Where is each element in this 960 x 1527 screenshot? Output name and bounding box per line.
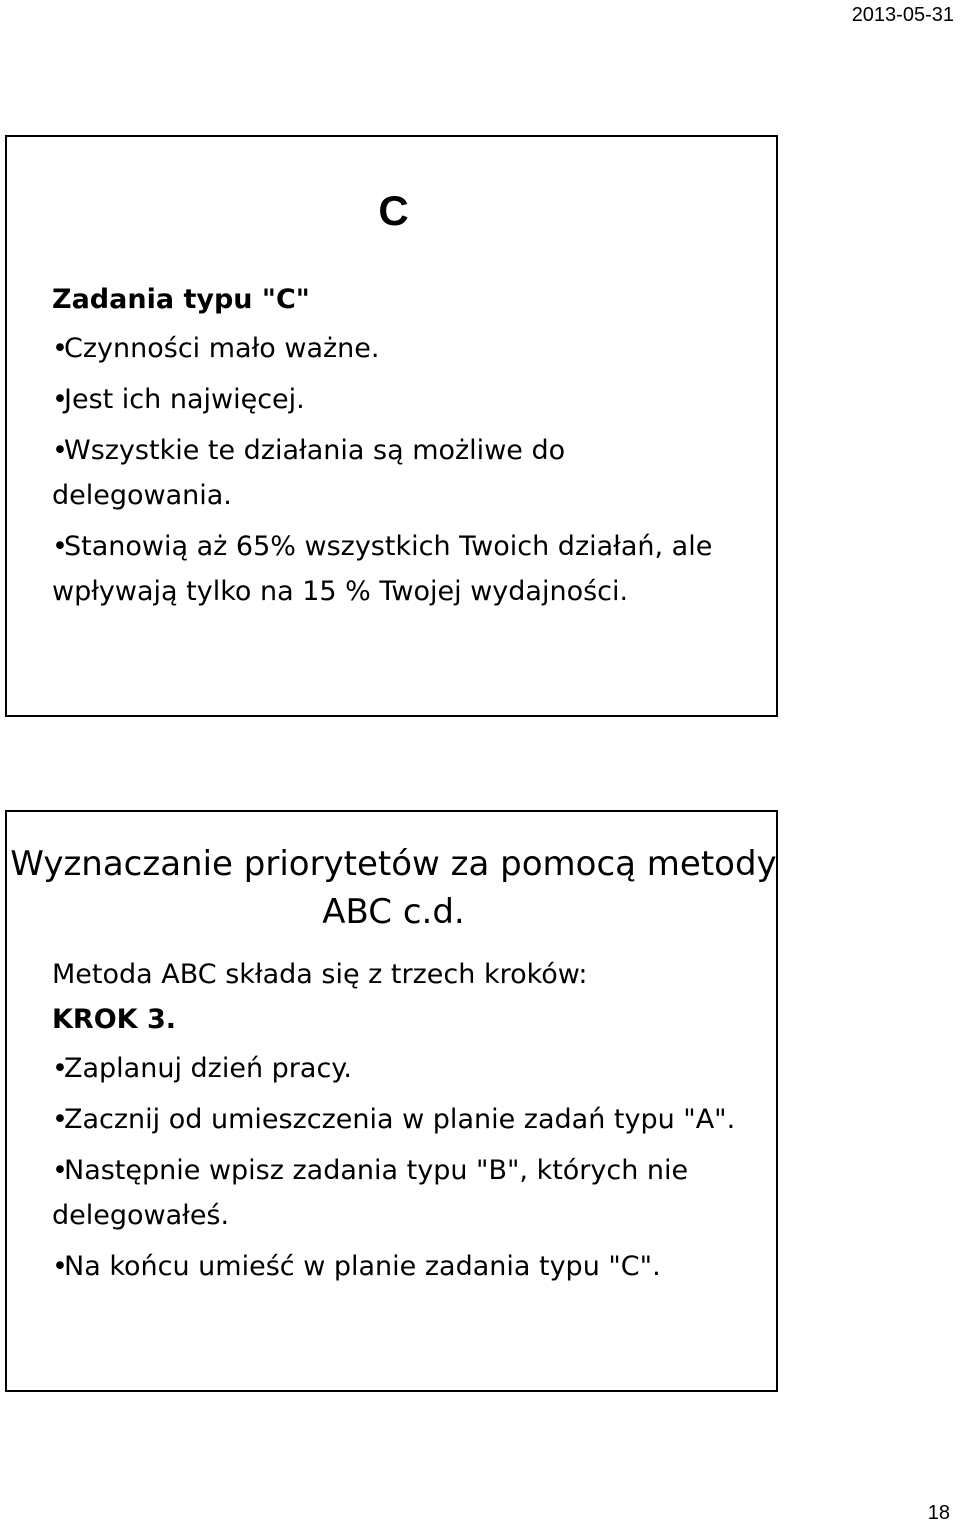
list-item: •Jest ich najwięcej. bbox=[52, 377, 746, 422]
slide-corner-title: C bbox=[378, 187, 409, 234]
bullet-icon: • bbox=[52, 1251, 68, 1282]
bullet-list bbox=[52, 1046, 746, 1289]
list-item: •Stanowią aż 65% wszystkich Twoich działań, ale wpływają tylko na 15 % Twojej wydajności. bbox=[52, 524, 746, 614]
list-item: •Czynności mało ważne. bbox=[52, 326, 746, 371]
slide-body bbox=[52, 277, 746, 620]
bullet-icon: • bbox=[52, 384, 68, 415]
list-item: •Na końcu umieść w planie zadania typu "C". bbox=[52, 1244, 746, 1289]
list-item: •Wszystkie te działania są możliwe do delegowania. bbox=[52, 428, 746, 518]
list-item: •Następnie wpisz zadania typu "B", których nie delegowałeś. bbox=[52, 1148, 746, 1238]
bullet-icon: • bbox=[52, 435, 68, 466]
bullet-icon: • bbox=[52, 531, 68, 562]
page-date: 2013-05-31 bbox=[851, 4, 954, 26]
list-item: •Zaplanuj dzień pracy. bbox=[52, 1046, 746, 1091]
list-item: •Zacznij od umieszczenia w planie zadań typu "A". bbox=[52, 1097, 746, 1142]
step-heading: KROK 3. bbox=[52, 1004, 177, 1035]
bullet-icon: • bbox=[52, 1155, 68, 1186]
intro-text: Metoda ABC składa się z trzech kroków: bbox=[52, 959, 588, 990]
bullet-icon: • bbox=[52, 1104, 68, 1135]
slide-c-tasks bbox=[5, 135, 778, 717]
slide-title: Wyznaczanie priorytetów za pomocą metody ABC c.d. bbox=[10, 844, 777, 932]
bullet-icon: • bbox=[52, 333, 68, 364]
bullet-list bbox=[52, 326, 746, 614]
slide-abc-method bbox=[5, 810, 778, 1392]
section-heading: Zadania typu "C" bbox=[52, 284, 310, 315]
slide-body bbox=[52, 952, 746, 1295]
bullet-icon: • bbox=[52, 1053, 68, 1084]
page-number: 18 bbox=[927, 1502, 950, 1524]
